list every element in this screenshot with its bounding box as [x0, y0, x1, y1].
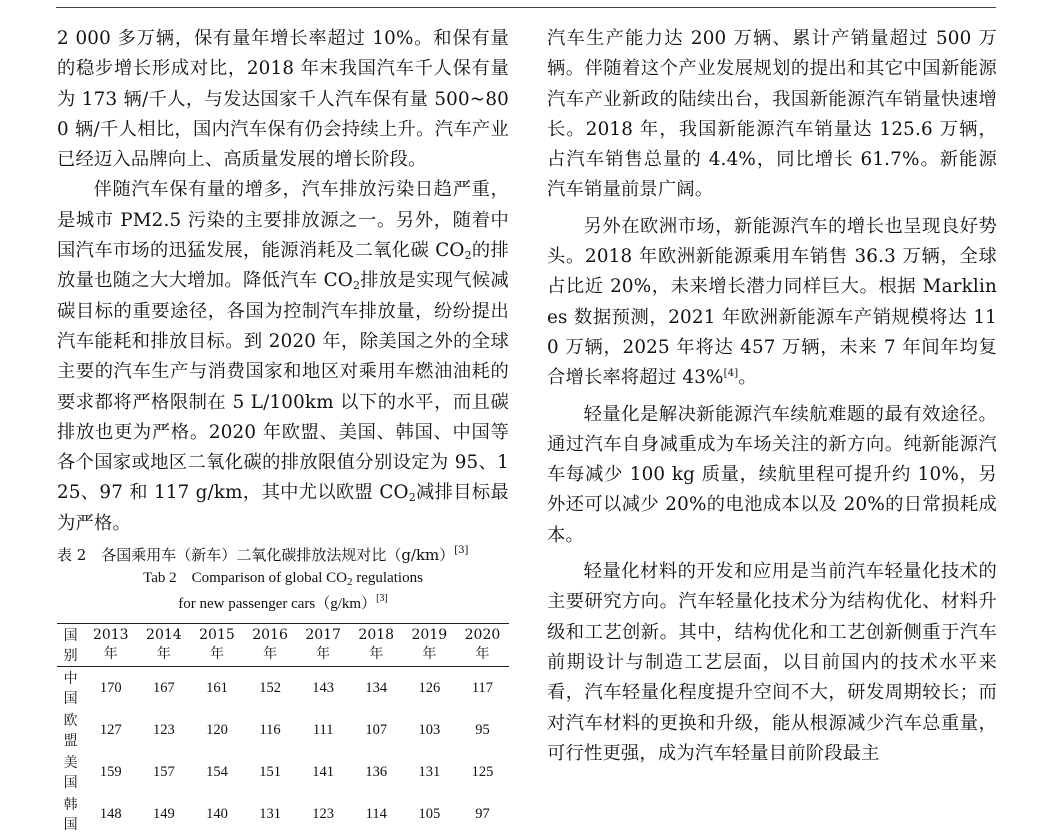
- table-cell: 170: [99, 679, 122, 696]
- table-header-cell: 2018 年: [358, 627, 395, 663]
- table-cell: 123: [153, 721, 175, 738]
- table-cell: 167: [153, 679, 175, 696]
- left-paragraph-2-part-c: 排放是实现气候减碳目标的重要途径，各国为控制汽车排放量，纷纷提出汽车能耗和排放目标。到 2020 年，除美国之外的全球主要的汽车生产与消费国家和地区对乘用车燃油油耗的要求都将严格限制在 5 L/100km 以下的水平，而且碳排放也更为严格。2020 年欧盟、美国、韩国、中国等各个国家或地区二氧化碳的排放限值分别设定为 95、125、97 和 117 g/km，其中尤以欧盟 CO: [57, 270, 510, 504]
- table-row: [57, 793, 509, 835]
- co2-subscript: 2: [408, 491, 416, 505]
- co2-subscript: 2: [464, 249, 472, 263]
- table-cell: 127: [99, 721, 122, 738]
- table-cell: 131: [259, 805, 281, 822]
- table-row: [57, 667, 509, 710]
- left-paragraph-2-part-a: 伴随汽车保有量的增多，汽车排放污染日趋严重，是城市 PM2.5 污染的主要排放源之一。另外，随着中国汽车市场的迅猛发展，能源消耗及二氧化碳 CO: [57, 179, 509, 262]
- table-header-cell: 国别: [63, 628, 78, 665]
- table-header-row: [57, 624, 509, 667]
- table-caption-chinese-ref: [3]: [454, 545, 469, 557]
- table-cell: 美国: [63, 755, 78, 792]
- table-cell: 161: [206, 679, 228, 696]
- table-caption-english-ref: [3]: [376, 593, 388, 605]
- table-caption-chinese: [57, 545, 509, 565]
- table-cell: 95: [475, 721, 490, 738]
- table-caption-english-part-a: Tab 2 Comparison of global CO: [143, 570, 348, 587]
- table-caption-english-line2: [57, 591, 509, 617]
- left-column: [57, 24, 509, 835]
- table-cell: 97: [475, 805, 490, 822]
- co2-regulation-table: [57, 623, 509, 835]
- table-caption-english-part-b: regulations: [352, 570, 423, 587]
- right-column: [547, 24, 997, 769]
- table-header-cell: 2020 年: [464, 627, 501, 663]
- table-cell: 韩国: [63, 797, 78, 834]
- header-rule: [56, 7, 996, 8]
- table-cell: 159: [99, 763, 122, 780]
- table-caption-chinese-text: 表 2 各国乘用车（新车）二氧化碳排放法规对比（g/km）: [57, 546, 455, 565]
- table-header-cell: 2017 年: [305, 627, 341, 663]
- right-paragraph-1: 汽车生产能力达 200 万辆、累计产销量超过 500 万辆。伴随着这个产业发展规划的提出和其它中国新能源汽车产业新政的陆续出台，我国新能源汽车销量快速增长。2018 年，我国新能源汽车销量达 125.6 万辆，占汽车销售总量的 4.4%，同比增长 61.7%。新能源汽车销量前景广阔。: [547, 28, 997, 201]
- table-cell: 125: [471, 763, 494, 780]
- table-cell: 103: [418, 721, 441, 738]
- table-row: [57, 751, 509, 793]
- table-cell: 120: [206, 721, 228, 738]
- co2-subscript: 2: [352, 279, 361, 293]
- table-cell: 123: [312, 805, 335, 822]
- table-cell: 141: [312, 763, 335, 780]
- table-cell: 143: [312, 679, 335, 696]
- table-cell: 111: [312, 721, 334, 738]
- table-cell: 148: [99, 805, 122, 822]
- table-cell: 140: [206, 805, 228, 822]
- table-row: [57, 709, 509, 751]
- table-cell: 中国: [63, 671, 78, 708]
- table-cell: 114: [365, 805, 387, 822]
- table-caption-english-line2-text: for new passenger cars（g/km）: [178, 596, 377, 613]
- table-cell: 134: [365, 679, 388, 696]
- table-cell: 151: [259, 763, 281, 780]
- left-paragraph-2-part-d: 减排目标最为严格。: [57, 482, 509, 534]
- table-header-cell: 2016 年: [252, 627, 288, 663]
- table-cell: 欧盟: [63, 713, 78, 750]
- right-paragraph-3: 轻量化是解决新能源汽车续航难题的最有效途径。通过汽车自身减重成为车场关注的新方向。纯新能源汽车每减少 100 kg 质量，续航里程可提升约 10%，另外还可以减少 20%的电池成本以及 20%的日常损耗成本。: [547, 403, 997, 546]
- table-cell: 117: [471, 679, 494, 696]
- table-cell: 105: [418, 805, 441, 822]
- table-header-cell: 2013 年: [92, 627, 129, 663]
- table-caption-english-line1: [57, 565, 509, 591]
- table-header-cell: 2015 年: [199, 627, 235, 663]
- left-paragraph-1: 2 000 多万辆，保有量年增长率超过 10%。和保有量的稳步增长形成对比，2018 年末我国汽车千人保有量为 173 辆/千人，与发达国家千人汽车保有量 500~800 辆/千人相比，国内汽车保有仍会持续上升。汽车产业已经迈入品牌向上、高质量发展的增长阶段。: [57, 28, 509, 171]
- table-cell: 116: [259, 721, 281, 738]
- right-paragraph-2-text: 另外在欧洲市场，新能源汽车的增长也呈现良好势头。2018 年欧洲新能源乘用车销售 36.3 万辆，全球占比近 20%，未来增长潜力同样巨大。根据 Marklines 数据预测，2021 年欧洲新能源车产销规模将达 110 万辆，2025 年将达 457 万辆，未来 7 年间年均复合增长率将超过 43%: [547, 215, 997, 389]
- co2-subscript: 2: [347, 576, 353, 589]
- table-cell: 136: [365, 763, 388, 780]
- right-paragraph-2-ref: [4]: [723, 368, 739, 380]
- right-paragraph-2-end: 。: [738, 367, 757, 389]
- table-header-cell: 2014 年: [146, 627, 182, 663]
- table-cell: 154: [206, 763, 228, 780]
- table-cell: 149: [153, 805, 175, 822]
- table-header-cell: 2019 年: [411, 627, 448, 663]
- table-cell: 152: [259, 679, 281, 696]
- table-cell: 157: [153, 763, 175, 780]
- left-paragraph-2-part-b: 的排放量也随之大大增加。降低汽车 CO: [57, 240, 509, 292]
- table-cell: 131: [418, 763, 441, 780]
- right-paragraph-4: 轻量化材料的开发和应用是当前汽车轻量化技术的主要研究方向。汽车轻量化技术分为结构优化、材料升级和工艺创新。其中，结构优化和工艺创新侧重于汽车前期设计与制造工艺层面，以目前国内的技术水平来看，汽车轻量化程度提升空间不大，研发周期较长；而对汽车材料的更换和升级，能从根源减少汽车总重量，可行性更强，成为汽车轻量目前阶段最主: [547, 561, 997, 764]
- table-cell: 126: [418, 679, 441, 696]
- left-paragraph-2: [57, 175, 509, 539]
- table-cell: 107: [365, 721, 388, 738]
- right-paragraph-2: [547, 212, 997, 394]
